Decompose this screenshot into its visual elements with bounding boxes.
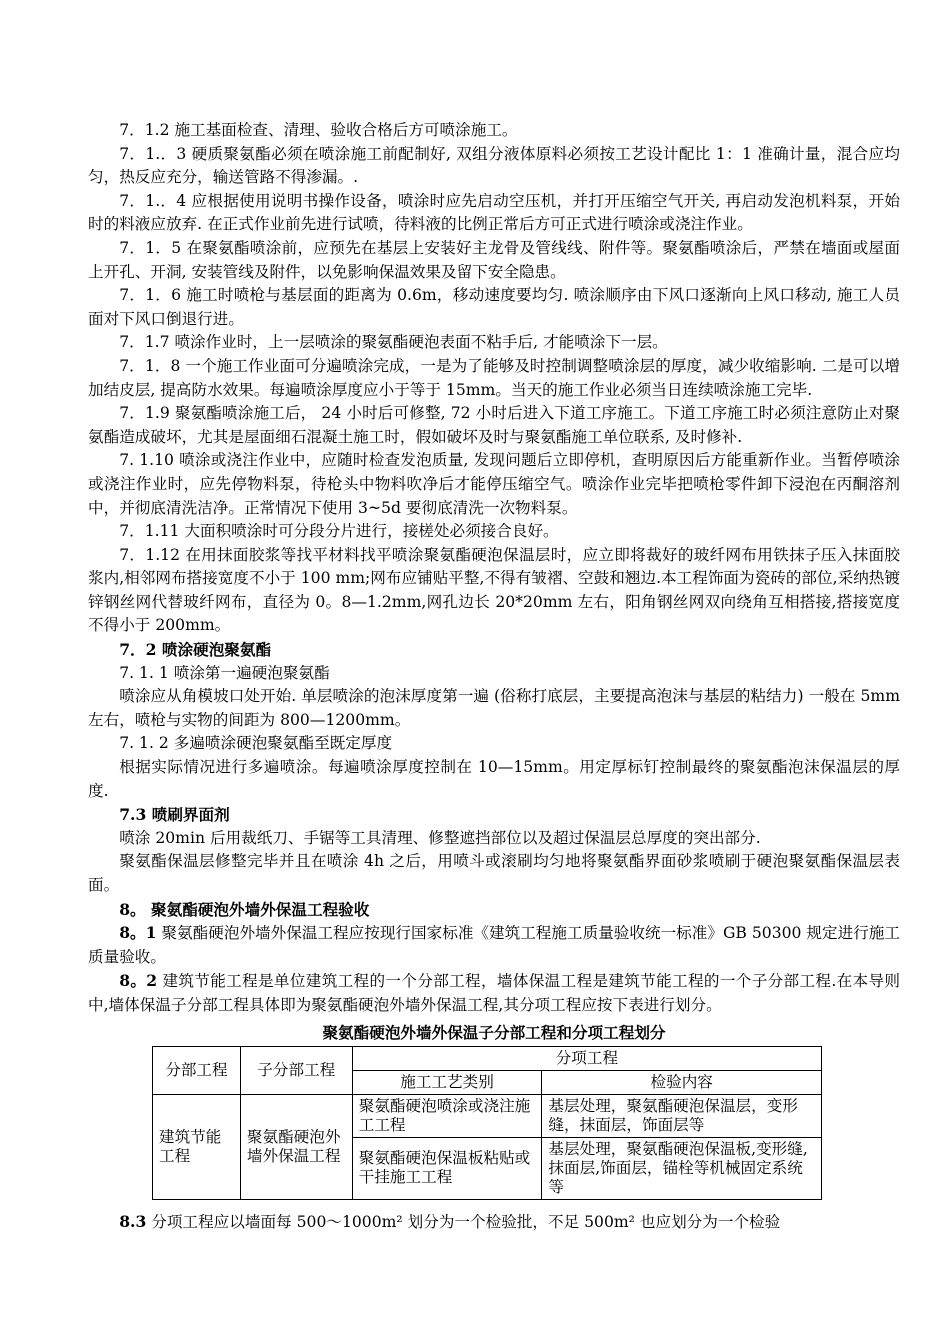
paragraph-7-1-5: 7．1．5 在聚氨酯喷涂前，应预先在基层上安装好主龙骨及管线线、附件等。聚氨酯喷涂后，严禁在墙面或屋面上开孔、开洞, 安装管线及附件，以免影响保温效果及留下安全隐患。 — [88, 238, 900, 281]
paragraph-8-1 — [88, 921, 900, 969]
section-7-2-text-2: 根据实际情况进行多遍喷涂。每遍喷涂厚度控制在 10—15mm。用定厚标钉控制最终的聚氨酯泡沫保温层的厚度. — [88, 758, 900, 800]
cell-row1-gongyi: 聚氨酯硬泡喷涂或浇注施工工程 — [352, 1094, 542, 1137]
paragraph-8-2-text: 建筑节能工程是单位建筑工程的一个分部工程，墙体保温工程是建筑节能工程的一个子分部工程.在本导则中,墙体保温子分部工程具体即为聚氨酯硬泡外墙外保温工程,其分项工程应按下表进行划分。 — [88, 972, 900, 1014]
header-gongyi: 施工工艺类别 — [352, 1070, 542, 1094]
paragraph-7-1-4: 7．1.．4 应根据使用说明书操作设备，喷涂时应先启动空压机，并打开压缩空气开关, 再启动发泡机料泵，开始时的料液应放弃. 在正式作业前先进行试喷，待料液的比例正常后方可正式进行喷涂或浇注作业。 — [88, 191, 900, 234]
cell-row2-jianyan: 基层处理，聚氨酯硬泡保温板,变形缝,抹面层,饰面层，锚栓等机械固定系统等 — [542, 1137, 822, 1199]
table-header-row — [153, 1046, 822, 1070]
section-7-3-text-2: 聚氨酯保温层修整完毕并且在喷涂 4h 之后，用喷斗或滚刷均匀地将聚氨酯界面砂浆喷刷于硬泡聚氨酯保温层表面。 — [88, 852, 900, 894]
paragraph-7-1-11: 7．1.11 大面积喷涂时可分段分片进行，接槎处必须接合良好。 — [119, 522, 559, 541]
paragraph-8-2-number: 8。2 — [119, 971, 158, 991]
paragraph-7-1-2: 7．1.2 施工基面检查、清理、验收合格后方可喷涂施工。 — [119, 121, 518, 139]
header-jianyan: 检验内容 — [542, 1070, 822, 1094]
cell-zifenbu: 聚氨酯硬泡外墙外保温工程 — [240, 1094, 352, 1199]
paragraph-7-1-8: 7．1．8 一个施工作业面可分遍喷涂完成，一是为了能够及时控制调整喷涂层的厚度，减少收缩影响. 二是可以增加结皮层, 提高防水效果。每遍喷涂厚度应小于等于 15mm。当天的施工作业必须当日连续喷涂施工完毕. — [88, 356, 900, 399]
document-page — [88, 119, 900, 1234]
paragraph-8-3-text: 分项工程应以墙面每 500～1000m² 划分为一个检验批，不足 500m² 也应划分为一个检验 — [151, 1212, 781, 1231]
paragraph-8-1-text: 聚氨酯硬泡外墙外保温工程应按现行国家标准《建筑工程施工质量验收统一标准》GB 50300 规定进行施工质量验收。 — [88, 924, 901, 966]
paragraph-8-3-number: 8.3 — [119, 1211, 147, 1231]
cell-row1-jianyan: 基层处理，聚氨酯硬泡保温层，变形缝，抹面层，饰面层等 — [542, 1094, 822, 1137]
paragraph-7-1-6: 7．1．6 施工时喷枪与基层面的距离为 0.6m，移动速度要均匀. 喷涂顺序由下风口逐渐向上风口移动, 施工人员面对下风口倒退行进。 — [88, 286, 900, 328]
section-7-2-item-2: 7. 1. 2 多遍喷涂硬泡聚氨酯至既定厚度 — [119, 734, 393, 753]
section-7-2-text-1: 喷涂应从角模坡口处开始. 单层喷涂的泡沫厚度第一遍 (俗称打底层，主要提高泡沫与基层的粘结力) 一般在 5mm 左右，喷枪与实物的间距为 800—1200mm。 — [88, 687, 900, 729]
section-7-2-heading: 7．2 喷涂硬泡聚氨酯 — [119, 640, 272, 660]
table-row — [153, 1094, 822, 1137]
section-7-3-heading: 7.3 喷刷界面剂 — [119, 805, 230, 825]
table-title: 聚氨酯硬泡外墙外保温子分部工程和分项工程划分 — [322, 1022, 666, 1042]
header-fenbu: 分部工程 — [153, 1046, 241, 1094]
paragraph-7-1-12: 7．1.12 在用抹面胶浆等找平材料找平喷涂聚氨酯硬泡保温层时，应立即将裁好的玻纤网布用铁抹子压入抹面胶浆内,相邻网布搭接宽度不小于 100 mm;网布应铺贴平整,不得有皱褶、空鼓和翘边.本工程饰面为瓷砖的部位,采纳热镀锌钢丝网代替玻纤网布，直径为 0。8—1.2mm,网孔边长 20*20mm 左右，阳角钢丝网双向绕角互相搭接,搭接宽度不得小于 200mm。 — [88, 545, 900, 635]
paragraph-8-2 — [88, 969, 900, 1017]
header-zifenbu: 子分部工程 — [240, 1046, 352, 1094]
paragraph-7-1-9: 7．1.9 聚氨酯喷涂施工后， 24 小时后可修整, 72 小时后进入下道工序施工。下道工序施工时必须注意防止对聚氨酯造成破坏，尤其是屋面细石混凝土施工时，假如破坏及时与聚氨酯施工单位联系, 及时修补. — [88, 404, 900, 446]
paragraph-7-1-10: 7. 1.10 喷涂或浇注作业中，应随时检查发泡质量, 发现问题后立即停机，查明原因后方能重新作业。当暂停喷涂或浇注作业时，应先停物料泵，待枪头中物料吹净后才能停压缩空气。喷涂作业完毕把喷枪零件卸下浸泡在丙酮溶剂中，并彻底清洗洁净。正常情况下使用 3~5d 要彻底清洗一次物料泵。 — [88, 451, 900, 517]
section-7-2-item-1: 7. 1. 1 喷涂第一遍硬泡聚氨酯 — [119, 663, 330, 682]
division-table — [152, 1046, 822, 1200]
paragraph-7-1-3: 7．1.．3 硬质聚氨酯必须在喷涂施工前配制好, 双组分液体原料必须按工艺设计配比 1：1 准确计量，混合应均匀，热反应充分，输送管路不得渗漏。. — [88, 144, 900, 187]
cell-row2-gongyi: 聚氨酯硬泡保温板粘贴或干挂施工工程 — [352, 1137, 542, 1199]
section-7-3-text-1: 喷涂 20min 后用裁纸刀、手锯等工具清理、修整遮挡部位以及超过保温层总厚度的突出部分. — [119, 828, 761, 847]
section-8-heading: 8。 聚氨酯硬泡外墙外保温工程验收 — [119, 899, 370, 919]
paragraph-8-1-number: 8。1 — [119, 923, 157, 943]
paragraph-7-1-7: 7．1.7 喷涂作业时，上一层喷涂的聚氨酯硬泡表面不粘手后, 才能喷涂下一层。 — [119, 333, 668, 352]
cell-fenbu: 建筑节能工程 — [153, 1094, 241, 1199]
header-fenxiang: 分项工程 — [352, 1046, 821, 1070]
paragraph-8-3 — [88, 1210, 900, 1235]
